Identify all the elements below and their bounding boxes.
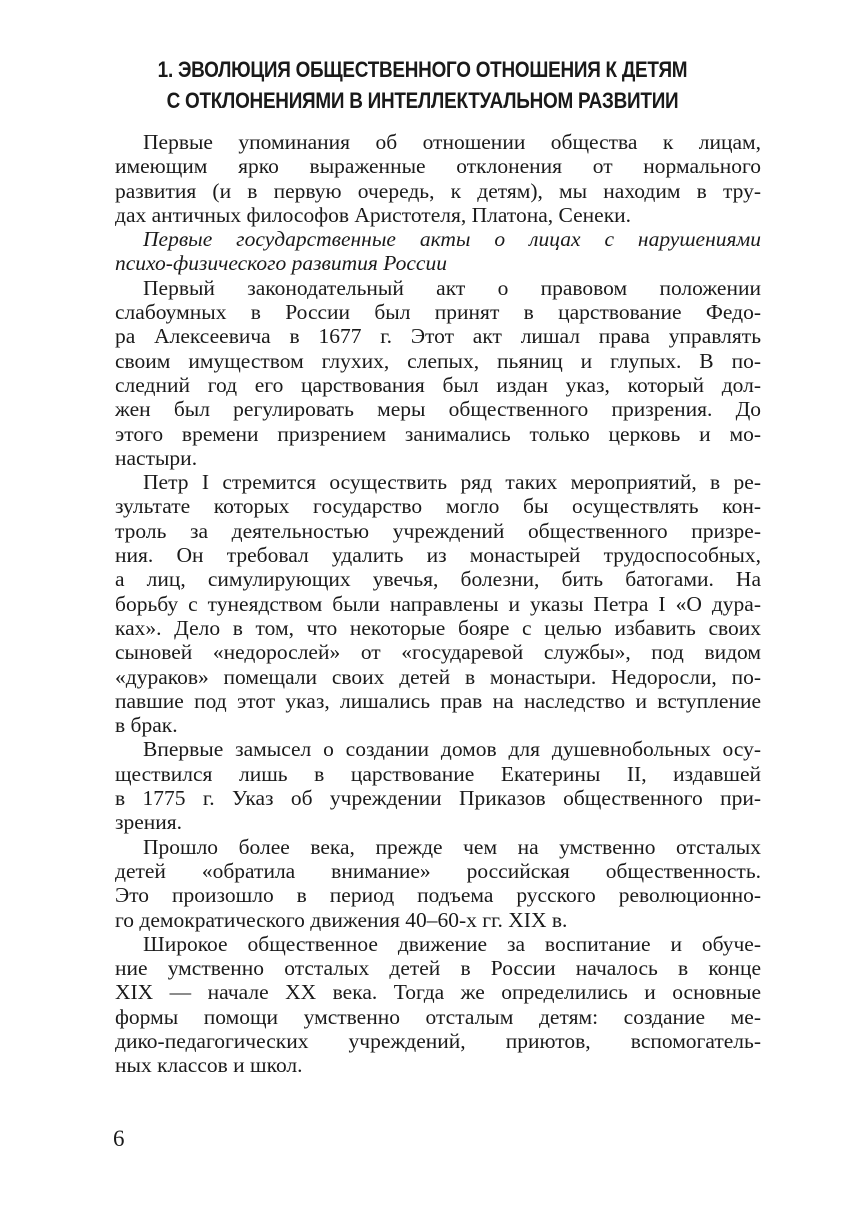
text-line: ных классов и школ. (115, 1053, 303, 1078)
text-line: следний год его царствования был издан указ, который дол- (115, 372, 761, 397)
text-line: Первые государственные акты о лицах с нарушениями (143, 227, 761, 252)
text-line: а лиц, симулирующих увечья, болезни, бить батогами. На (115, 567, 761, 592)
text-line: Первый законодательный акт о правовом положении (143, 275, 761, 300)
text-line: зультате которых государство могло бы осуществлять кон- (115, 494, 761, 519)
text-line: Впервые замысел о создании домов для душевнобольных осу- (143, 737, 761, 762)
text-line: дах античных философов Аристотеля, Платона, Сенеки. (115, 202, 632, 227)
text-line: настыри. (115, 445, 198, 470)
chapter-title-line: 1. ЭВОЛЮЦИЯ ОБЩЕСТВЕННОГО ОТНОШЕНИЯ К ДЕТЯМ (157, 57, 688, 82)
text-line: Широкое общественное движение за воспитание и обуче- (143, 931, 761, 956)
text-line: этого времени призрением занимались только церковь и мо- (115, 421, 761, 446)
paragraph (115, 932, 761, 1078)
text-line: троль за деятельностью учреждений общественного призре- (115, 518, 761, 543)
text-line: слабоумных в России был принят в царствование Федо- (115, 300, 761, 325)
paragraph (115, 835, 761, 932)
chapter-title-line: С ОТКЛОНЕНИЯМИ В ИНТЕЛЛЕКТУАЛЬНОМ РАЗВИТИИ (166, 88, 679, 113)
text-line: Петр I стремится осуществить ряд таких мероприятий, в ре- (143, 470, 761, 495)
text-line: своим имуществом глухих, слепых, пьяниц и глупых. В по- (115, 348, 761, 373)
paragraph (115, 130, 761, 227)
text-line: ществился лишь в царствование Екатерины II, издавшей (115, 761, 761, 786)
text-line: павшие под этот указ, лишались прав на наследство и вступление (115, 688, 761, 713)
text-line: имеющим ярко выраженные отклонения от нормального (115, 154, 761, 179)
text-line: ния. Он требовал удалить из монастырей трудоспособных, (115, 543, 761, 568)
text-line: Это произошло в период подъема русского революционно- (115, 883, 761, 908)
paragraph (115, 276, 761, 470)
text-line: зрения. (115, 810, 183, 835)
paragraph (115, 737, 761, 834)
text-line: ках». Дело в том, что некоторые бояре с целью избавить своих (115, 615, 761, 640)
text-line: XIX — начале XX века. Тогда же определились и основные (115, 980, 761, 1005)
text-line: жен был регулировать меры общественного призрения. До (115, 397, 761, 422)
text-line: в 1775 г. Указ об учреждении Приказов общественного при- (115, 786, 761, 811)
text-line: сыновей «недорослей» от «государевой службы», под видом (115, 640, 761, 665)
page-number: 6 (113, 1126, 125, 1151)
text-line: борьбу с тунеядством были направлены и указы Петра I «О дура- (115, 591, 761, 616)
text-line: го демократического движения 40–60-х гг. XIX в. (115, 907, 568, 932)
text-line: Прошло более века, прежде чем на умственно отсталых (143, 834, 761, 859)
body-text (115, 130, 761, 1078)
text-line: психо-физического развития России (115, 251, 447, 276)
chapter-title (59, 54, 786, 116)
text-line: Первые упоминания об отношении общества к лицам, (143, 130, 761, 154)
text-line: «дураков» помещали своих детей в монастыри. Недоросли, по- (115, 664, 761, 689)
text-line: дико-педагогических учреждений, приютов, вспомогатель- (115, 1028, 761, 1053)
text-line: ра Алексеевича в 1677 г. Этот акт лишал права управлять (115, 324, 761, 349)
text-line: детей «обратила внимание» российская общественность. (115, 858, 761, 883)
text-line: формы помощи умственно отсталым детям: создание ме- (115, 1004, 761, 1029)
paragraph (115, 470, 761, 737)
text-line: ние умственно отсталых детей в России началось в конце (115, 956, 761, 981)
italic-subheading (115, 227, 761, 276)
text-line: в брак. (115, 713, 178, 738)
text-line: развития (и в первую очередь, к детям), мы находим в тру- (115, 178, 761, 203)
